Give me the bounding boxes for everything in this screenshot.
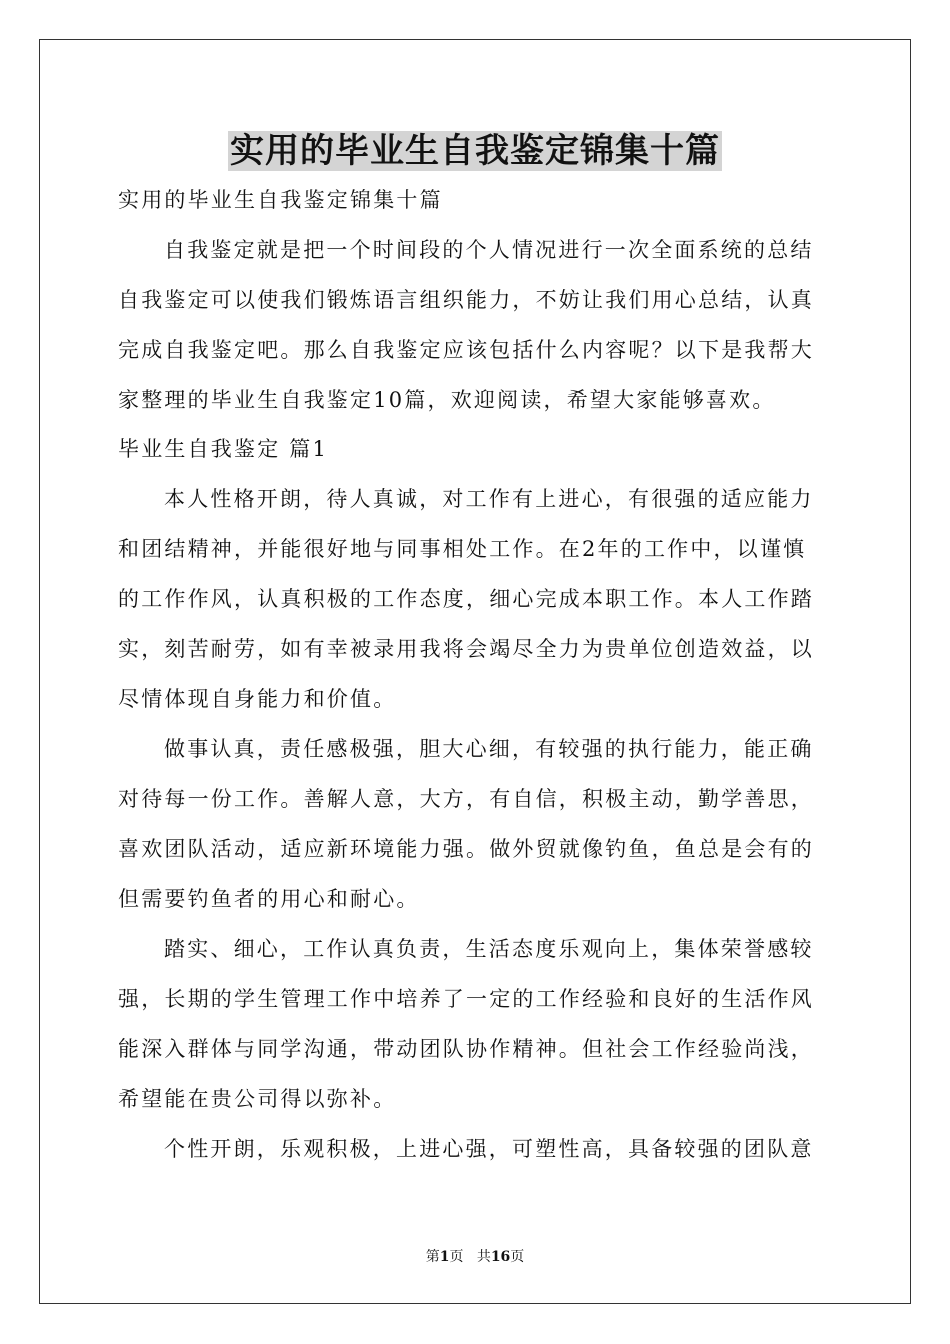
- section-heading: 毕业生自我鉴定 篇1: [118, 437, 329, 461]
- document-subtitle: 实用的毕业生自我鉴定锦集十篇: [118, 188, 443, 212]
- page-prefix: 第: [425, 1249, 440, 1265]
- paragraph-line: 希望能在贵公司得以弥补。: [118, 1087, 397, 1111]
- document-title: [0, 126, 950, 176]
- paragraph-line: 喜欢团队活动，适应新环境能力强。做外贸就像钓鱼，鱼总是会有的: [118, 837, 814, 861]
- paragraph-line: 能深入群体与同学沟通，带动团队协作精神。但社会工作经验尚浅，: [118, 1037, 814, 1061]
- total-suffix: 页: [510, 1249, 525, 1265]
- paragraph-line: 实，刻苦耐劳，如有幸被录用我将会竭尽全力为贵单位创造效益，以: [118, 637, 814, 661]
- page-border: [39, 39, 911, 1304]
- paragraph-line: 强，长期的学生管理工作中培养了一定的工作经验和良好的生活作风: [118, 987, 814, 1011]
- paragraph-line: 本人性格开朗，待人真诚，对工作有上进心，有很强的适应能力: [164, 487, 814, 511]
- page-footer: [0, 1248, 950, 1266]
- paragraph-line: 的工作作风，认真积极的工作态度，细心完成本职工作。本人工作踏: [118, 587, 814, 611]
- page-suffix: 页: [449, 1249, 464, 1265]
- paragraph-line: 但需要钓鱼者的用心和耐心。: [118, 887, 420, 911]
- paragraph-line: 个性开朗，乐观积极，上进心强，可塑性高，具备较强的团队意: [164, 1137, 814, 1161]
- total-page-number: 16: [490, 1249, 511, 1265]
- document-title-text: 实用的毕业生自我鉴定锦集十篇: [230, 131, 720, 171]
- paragraph-line: 踏实、细心，工作认真负责，生活态度乐观向上，集体荣誉感较: [164, 937, 814, 961]
- paragraph-line: 对待每一份工作。善解人意，大方，有自信，积极主动，勤学善思，: [118, 787, 814, 811]
- current-page-number: 1: [439, 1249, 450, 1265]
- paragraph-line: 做事认真，责任感极强，胆大心细，有较强的执行能力，能正确: [164, 737, 814, 761]
- paragraph-line: 尽情体现自身能力和价值。: [118, 687, 397, 711]
- paragraph-line: 和团结精神，并能很好地与同事相处工作。在2年的工作中，以谨慎: [118, 537, 807, 561]
- intro-line: 完成自我鉴定吧。那么自我鉴定应该包括什么内容呢？以下是我帮大: [118, 338, 814, 362]
- intro-line: 自我鉴定可以使我们锻炼语言组织能力，不妨让我们用心总结，认真: [118, 288, 814, 312]
- total-prefix: 共: [476, 1249, 491, 1265]
- intro-line: 家整理的毕业生自我鉴定10篇，欢迎阅读，希望大家能够喜欢。: [118, 388, 776, 412]
- intro-line: 自我鉴定就是把一个时间段的个人情况进行一次全面系统的总结: [164, 238, 814, 262]
